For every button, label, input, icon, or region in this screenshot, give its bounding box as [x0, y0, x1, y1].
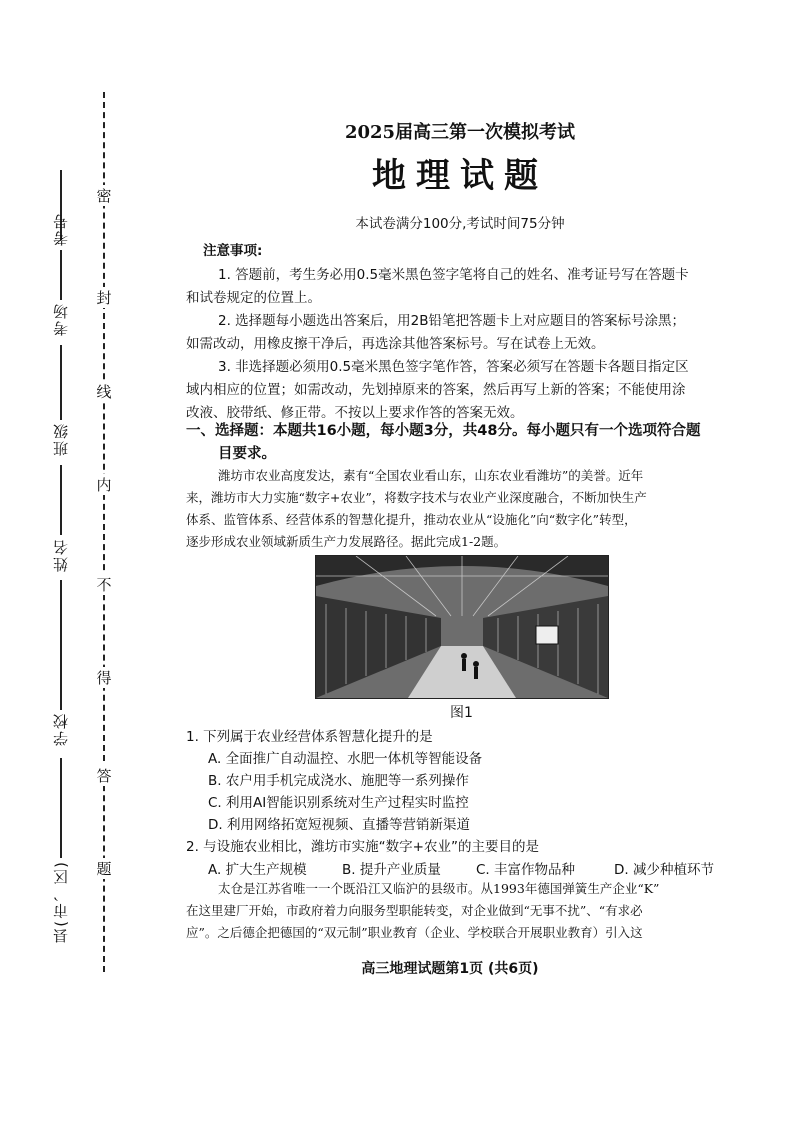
greenhouse-illustration — [316, 556, 608, 698]
exam-subtitle: 2025届高三第一次模拟考试 — [344, 122, 576, 143]
margin-field-name: 姓名 — [52, 538, 70, 572]
margin-line-5 — [60, 580, 62, 710]
notes-line: 如需改动，用橡皮擦干净后，再选涂其他答案标号。写在试卷上无效。 — [186, 336, 605, 352]
page-footer: 高三地理试题第1页 (共6页) — [361, 961, 539, 977]
question-2-option-d: D. 减少种植环节 — [614, 862, 714, 878]
seal-char-ti: 题 — [96, 860, 112, 878]
question-2-option-a: A. 扩大生产规模 — [208, 862, 307, 878]
notes-line: 域内相应的位置；如需改动，先划掉原来的答案，然后再写上新的答案；不能使用涂 — [186, 382, 686, 398]
passage-line: 应”。之后德企把德国的“双元制”职业教育（企业、学校联合开展职业教育）引入这 — [186, 925, 643, 940]
notes-line: 2. 选择题每小题选出答案后，用2B铅笔把答题卡上对应题目的答案标号涂黑； — [218, 313, 686, 329]
seal-char-nei: 内 — [96, 476, 112, 494]
passage-line: 逐步形成农业领域新质生产力发展路径。据此完成1-2题。 — [186, 534, 507, 549]
exam-info: 本试卷满分100分,考试时间75分钟 — [355, 216, 565, 232]
passage-line: 来，潍坊市大力实施“数字+农业”，将数字技术与农业产业深度融合，不断加快生产 — [186, 490, 647, 505]
notes-line: 3. 非选择题必须用0.5毫米黑色签字笔作答，答案必须写在答题卡各题目指定区 — [218, 359, 689, 375]
notes-line: 1. 答题前，考生务必用0.5毫米黑色签字笔将自己的姓名、准考证号写在答题卡 — [218, 267, 689, 283]
section-heading: 一、选择题：本题共16小题，每小题3分，共48分。每小题只有一个选项符合题 — [186, 423, 701, 439]
passage-line: 体系、监管体系、经营体系的智慧化提升，推动农业从“设施化”向“数字化”转型， — [186, 512, 637, 527]
question-2-option-b: B. 提升产业质量 — [342, 862, 441, 878]
seal-char-xian: 线 — [96, 383, 112, 401]
margin-field-exam-room: 考场 — [52, 302, 70, 336]
margin-line-6 — [60, 758, 62, 858]
greenhouse-photo — [315, 555, 609, 699]
question-2-option-c: C. 丰富作物品种 — [476, 862, 576, 878]
margin-line-4 — [60, 465, 62, 535]
question-1-option-b: B. 农户用手机完成浇水、施肥等一系列操作 — [208, 773, 469, 789]
question-1-option-a: A. 全面推广自动温控、水肥一体机等智能设备 — [208, 751, 483, 767]
seal-char-bu: 不 — [96, 576, 112, 594]
seal-char-de: 得 — [96, 669, 112, 687]
section-heading: 目要求。 — [218, 446, 276, 462]
margin-field-school: 学校 — [52, 712, 70, 746]
margin-field-exam-number: 考号 — [52, 212, 70, 246]
notes-line: 和试卷规定的位置上。 — [186, 290, 321, 306]
passage-line: 太仓是江苏省唯一一个既沿江又临沪的县级市。从1993年德国弹簧生产企业“K” — [218, 881, 660, 896]
question-1-option-d: D. 利用网络拓宽短视频、直播等营销新渠道 — [208, 817, 470, 833]
exam-title: 地理试题 — [372, 156, 548, 196]
question-1-option-c: C. 利用AI智能识别系统对生产过程实时监控 — [208, 795, 469, 811]
notes-heading: 注意事项: — [203, 243, 263, 259]
notes-line: 改液、胶带纸、修正带。不按以上要求作答的答案无效。 — [186, 405, 524, 421]
margin-field-county: 县(市、区) — [52, 860, 70, 944]
margin-line-3 — [60, 345, 62, 420]
margin-line-2 — [60, 250, 62, 300]
passage-line: 潍坊市农业高度发达，素有“全国农业看山东，山东农业看潍坊”的美誉。近年 — [218, 468, 644, 483]
passage-line: 在这里建厂开始，市政府着力向服务型职能转变，对企业做到“无事不扰”、“有求必 — [186, 903, 643, 918]
seal-char-mi: 密 — [96, 187, 112, 205]
seal-char-da: 答 — [96, 767, 112, 785]
margin-field-class: 班级 — [52, 422, 70, 456]
question-1-stem: 1. 下列属于农业经营体系智慧化提升的是 — [186, 729, 433, 745]
seal-char-feng: 封 — [96, 289, 112, 307]
question-2-stem: 2. 与设施农业相比，潍坊市实施“数字+农业”的主要目的是 — [186, 839, 539, 855]
figure-caption: 图1 — [450, 705, 473, 721]
